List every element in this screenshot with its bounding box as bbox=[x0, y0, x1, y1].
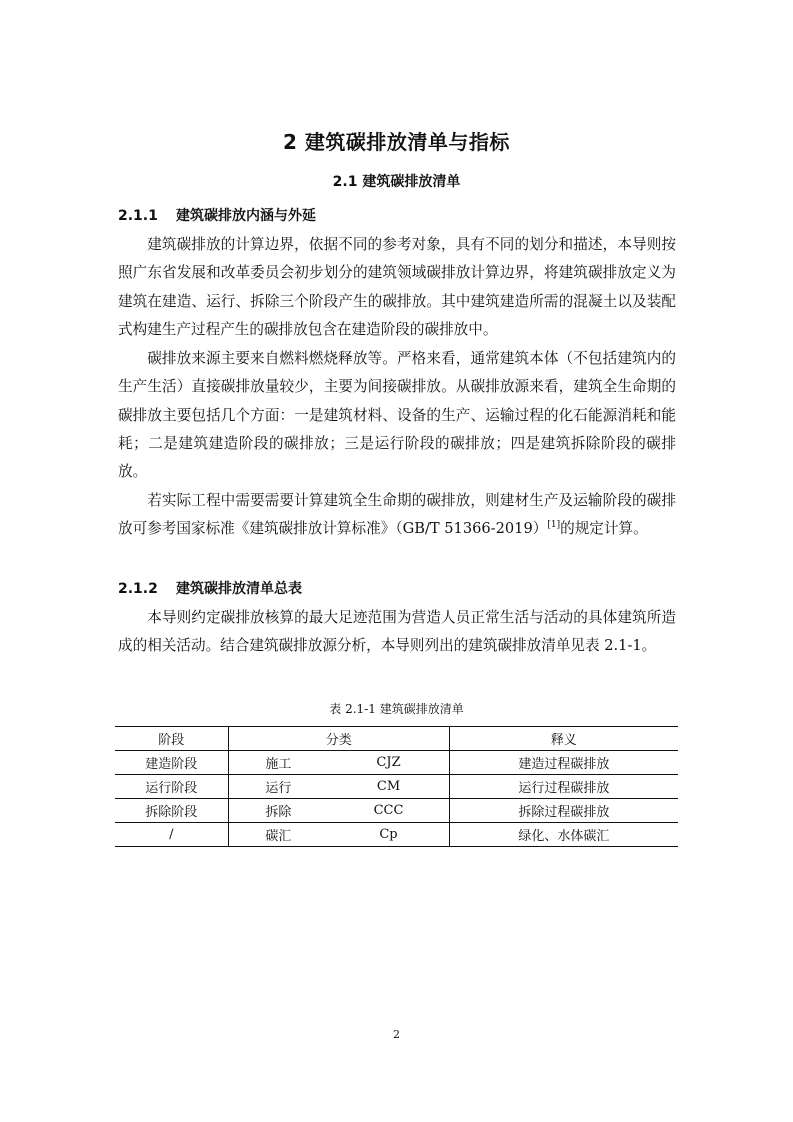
table-caption: 表 2.1-1 建筑碳排放清单 bbox=[329, 702, 464, 716]
cell-category-name: 拆除 bbox=[265, 805, 292, 820]
cell-definition: 绿化、水体碳汇 bbox=[518, 829, 610, 844]
subsection-heading-2-1-2 bbox=[118, 578, 302, 598]
cell-category-code: CCC bbox=[328, 799, 449, 823]
cell-category-name: 碳汇 bbox=[265, 829, 292, 844]
chapter-title: 2 建筑碳排放清单与指标 bbox=[283, 130, 510, 154]
subsection-number: 2.1.2 bbox=[118, 581, 158, 597]
cell-stage: 运行阶段 bbox=[115, 775, 228, 799]
cell-definition: 运行过程碳排放 bbox=[518, 781, 610, 796]
paragraph-text: 若实际工程中需要需要计算建筑全生命期的碳排放，则建材生产及运输阶段的碳排放可参考国家标准《建筑碳排放计算标准》（GB/T 51366-2019） bbox=[118, 492, 676, 538]
subsection-title: 建筑碳排放清单总表 bbox=[176, 581, 302, 597]
paragraph-scope: 本导则约定碳排放核算的最大足迹范围为营造人员正常生活与活动的具体建筑所造成的相关活动。结合建筑碳排放源分析，本导则列出的建筑碳排放清单见表 2.1-1。 bbox=[118, 609, 676, 655]
header-definition: 释义 bbox=[550, 733, 577, 748]
table-row bbox=[115, 775, 678, 799]
cell-category-name: 施工 bbox=[265, 757, 292, 772]
cell-category-code: CM bbox=[328, 775, 449, 799]
citation-link[interactable]: [1] bbox=[547, 520, 561, 531]
table-row bbox=[115, 751, 678, 775]
section-title: 2.1 建筑碳排放清单 bbox=[332, 174, 461, 190]
cell-stage: 建造阶段 bbox=[115, 751, 228, 775]
subsection-heading-2-1-1 bbox=[118, 205, 316, 225]
cell-definition: 拆除过程碳排放 bbox=[518, 805, 610, 820]
table-header-row bbox=[115, 727, 678, 751]
cell-definition: 建造过程碳排放 bbox=[518, 757, 610, 772]
header-category: 分类 bbox=[228, 727, 449, 751]
subsection-title: 建筑碳排放内涵与外延 bbox=[176, 208, 316, 224]
cell-category-name: 运行 bbox=[265, 781, 292, 796]
paragraph-sources: 碳排放来源主要来自燃料燃烧释放等。严格来看，通常建筑本体（不包括建筑内的生产生活）直接碳排放量较少，主要为间接碳排放。从碳排放源来看，建筑全生命期的碳排放主要包括几个方面：一是建筑材料、设备的生产、运输过程的化石能源消耗和能耗；二是建筑建造阶段的碳排放；三是运行阶段的碳排放；四是建筑拆除阶段的碳排放。 bbox=[118, 350, 676, 481]
page-number: 2 bbox=[393, 1028, 400, 1041]
table-row bbox=[115, 823, 678, 847]
subsection-number: 2.1.1 bbox=[118, 208, 158, 224]
paragraph-text: 的规定计算。 bbox=[560, 520, 648, 538]
cell-category-code: CJZ bbox=[328, 751, 449, 775]
cell-category-code: Cp bbox=[328, 823, 449, 847]
cell-stage: 拆除阶段 bbox=[115, 799, 228, 823]
header-stage: 阶段 bbox=[115, 727, 228, 751]
table-row bbox=[115, 799, 678, 823]
carbon-inventory-table bbox=[115, 726, 678, 847]
cell-stage: / bbox=[115, 823, 228, 847]
paragraph-definition: 建筑碳排放的计算边界，依据不同的参考对象，具有不同的划分和描述，本导则按照广东省发展和改革委员会初步划分的建筑领域碳排放计算边界，将建筑碳排放定义为建筑在建造、运行、拆除三个阶段产生的碳排放。其中建筑建造所需的混凝土以及装配式构建生产过程产生的碳排放包含在建造阶段的碳排放中。 bbox=[118, 236, 676, 338]
paragraph-standard-reference bbox=[118, 487, 676, 544]
